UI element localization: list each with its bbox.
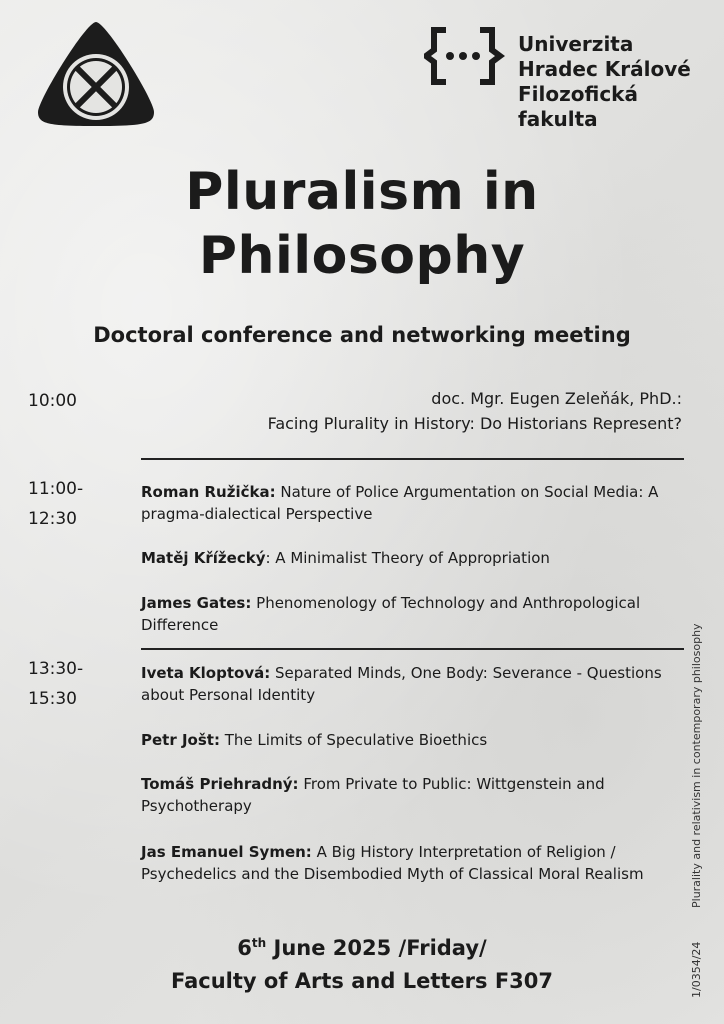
talk-title: A Big History Interpretation of Religion / Psychedelics and the Disembodied Myth of Classical Moral Realism bbox=[141, 843, 644, 883]
title-line: Pluralism in bbox=[185, 162, 539, 222]
talk-item bbox=[141, 773, 686, 817]
talk-title: : A Minimalist Theory of Appropriation bbox=[265, 549, 550, 567]
university-logo-icon bbox=[424, 26, 520, 86]
talk-title: Separated Minds, One Body: Severance - Questions about Personal Identity bbox=[141, 664, 662, 704]
session-time: 15:30 bbox=[28, 689, 77, 709]
faculty-name-line: fakulta bbox=[518, 107, 598, 131]
talk-title: Nature of Police Argumentation on Social Media: A pragma-dialectical Perspective bbox=[141, 483, 659, 523]
session-time: 12:30 bbox=[28, 509, 77, 529]
talk-item bbox=[141, 547, 686, 569]
talk-item bbox=[141, 481, 686, 525]
talk-title: The Limits of Speculative Bioethics bbox=[219, 731, 488, 749]
page-title bbox=[0, 160, 724, 288]
session-time: 10:00 bbox=[28, 391, 77, 411]
talk-speaker: Petr Jošt: bbox=[141, 731, 220, 749]
event-venue: Faculty of Arts and Letters F307 bbox=[170, 969, 553, 993]
keynote-speaker: doc. Mgr. Eugen Zeleňák, PhD.: bbox=[431, 389, 682, 408]
page-subtitle: Doctoral conference and networking meeting bbox=[93, 323, 631, 347]
faculty-name-line: Filozofická bbox=[518, 82, 638, 106]
event-day-suffix: th bbox=[251, 936, 267, 950]
session-time: 13:30- bbox=[28, 659, 84, 679]
talk-item bbox=[141, 662, 686, 706]
event-date-rest: June 2025 /Friday/ bbox=[266, 936, 487, 960]
university-name-line: Hradec Králové bbox=[518, 57, 691, 81]
title-line: Philosophy bbox=[198, 226, 526, 286]
session-time: 11:00- bbox=[28, 479, 84, 499]
talk-speaker: Iveta Kloptová: bbox=[141, 664, 271, 682]
talk-item bbox=[141, 592, 686, 636]
talk-speaker: Jas Emanuel Symen: bbox=[141, 843, 312, 861]
event-day: 6 bbox=[237, 936, 252, 960]
project-code-vertical: 1/0354/24 bbox=[690, 941, 703, 998]
keynote-title: Facing Plurality in History: Do Historians Represent? bbox=[267, 414, 682, 433]
talk-speaker: Roman Ružička: bbox=[141, 483, 276, 501]
talk-item bbox=[141, 729, 686, 751]
university-name-line: Univerzita bbox=[518, 32, 634, 56]
project-name-vertical: Plurality and relativism in contemporary philosophy bbox=[690, 623, 703, 908]
divider bbox=[141, 648, 684, 650]
talk-speaker: Tomáš Priehradný: bbox=[141, 775, 299, 793]
divider bbox=[141, 458, 684, 460]
talk-speaker: Matěj Křížecký bbox=[141, 549, 266, 567]
event-date bbox=[0, 936, 724, 960]
talk-title: Phenomenology of Technology and Anthropological Difference bbox=[141, 594, 641, 634]
talk-item bbox=[141, 841, 686, 885]
faculty-emblem-icon bbox=[34, 20, 158, 128]
talk-title: From Private to Public: Wittgenstein and Psychotherapy bbox=[141, 775, 605, 815]
talk-speaker: James Gates: bbox=[141, 594, 252, 612]
